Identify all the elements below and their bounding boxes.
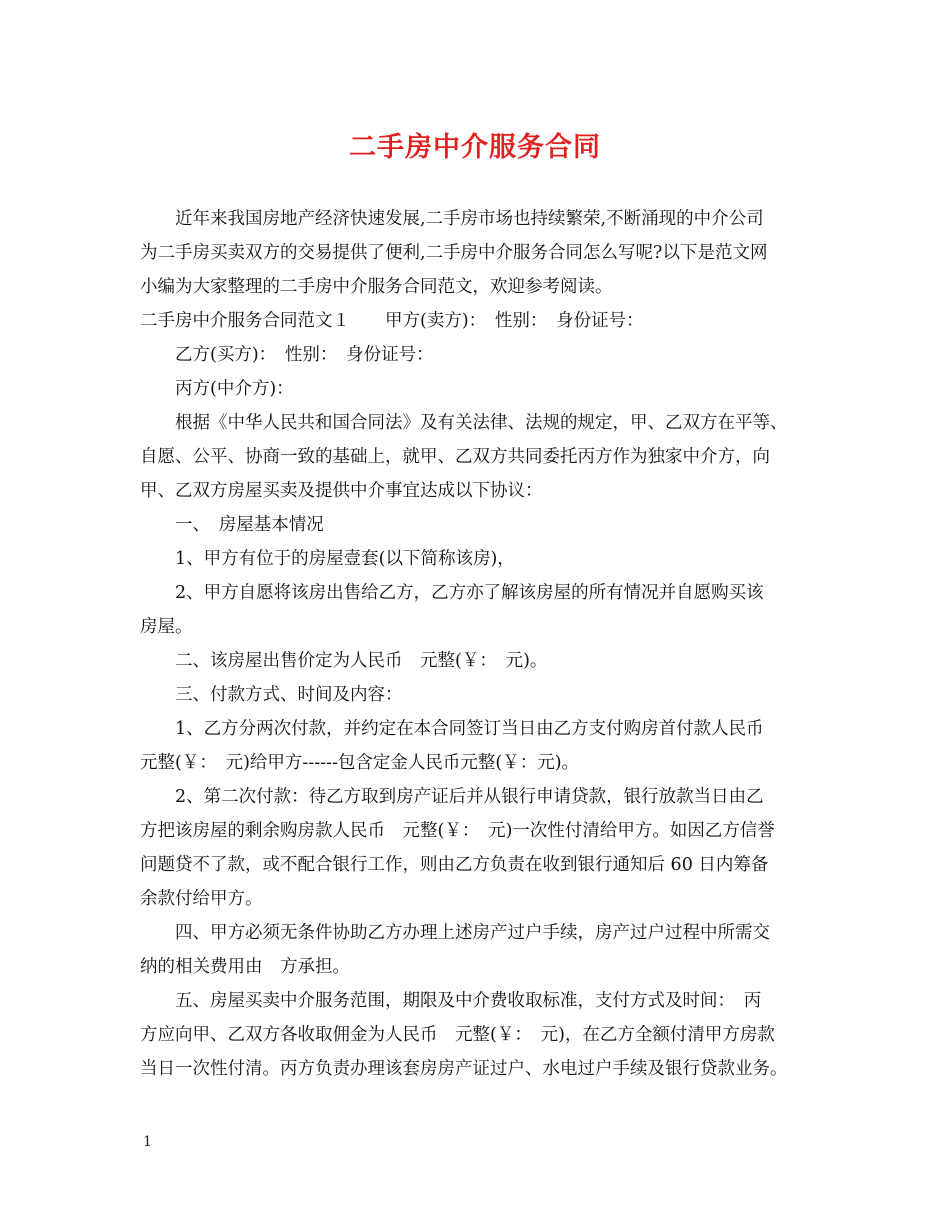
text-line: 自愿、公平、协商一致的基础上，就甲、乙双方共同委托丙方作为独家中介方，向 — [140, 447, 770, 467]
text-line: 小编为大家整理的二手房中介服务合同范文，欢迎参考阅读。 — [140, 277, 613, 297]
text-line: 元整(￥： 元)给甲方------包含定金人民币元整(￥：元)。 — [140, 753, 580, 773]
text-line: 丙方(中介方)： — [175, 379, 294, 399]
text-line: 方把该房屋的剩余购房款人民币 元整(￥： 元)一次性付清给甲方。如因乙方信誉 — [140, 821, 775, 841]
text-line: 2、第二次付款：待乙方取到房产证后并从银行申请贷款，银行放款当日由乙 — [175, 787, 764, 807]
text-line: 方应向甲、乙双方各收取佣金为人民币 元整(￥： 元)，在乙方全额付清甲方房款 — [140, 1025, 775, 1045]
text-line: 纳的相关费用由 方承担。 — [140, 957, 350, 977]
text-line: 当日一次性付清。丙方负责办理该套房房产证过户、水电过户手续及银行贷款业务。 — [140, 1059, 788, 1079]
document-title: 二手房中介服务合同 — [349, 132, 601, 163]
text-line: 二手房中介服务合同范文１ 甲方(卖方)： 性别： 身份证号： — [140, 311, 644, 331]
text-line: 为二手房买卖双方的交易提供了便利,二手房中介服务合同怎么写呢?以下是范文网 — [140, 243, 768, 263]
text-line: 五、房屋买卖中介服务范围，期限及中介费收取标准，支付方式及时间： 丙 — [175, 991, 762, 1011]
page-number: 1 — [143, 1134, 152, 1150]
text-line: 乙方(买方)： 性别： 身份证号： — [175, 345, 434, 365]
text-line: 甲、乙双方房屋买卖及提供中介事宜达成以下协议： — [140, 481, 543, 501]
text-line: 三、付款方式、时间及内容： — [175, 685, 403, 705]
text-line: 近年来我国房地产经济快速发展,二手房市场也持续繁荣,不断涌现的中介公司 — [175, 209, 764, 229]
text-line: 1、甲方有位于的房屋壹套(以下简称该房)， — [175, 549, 515, 569]
text-line: 一、 房屋基本情况 — [175, 515, 324, 535]
text-line: 房屋。 — [140, 617, 193, 637]
document-body — [140, 202, 830, 1086]
text-line: 问题贷不了款，或不配合银行工作，则由乙方负责在收到银行通知后 60 日内筹备 — [140, 855, 769, 875]
text-line: 1、乙方分两次付款，并约定在本合同签订当日由乙方支付购房首付款人民币 — [175, 719, 764, 739]
text-line: 四、甲方必须无条件协助乙方办理上述房产过户手续，房产过户过程中所需交 — [175, 923, 770, 943]
text-line: 2、甲方自愿将该房出售给乙方，乙方亦了解该房屋的所有情况并自愿购买该 — [175, 583, 764, 603]
text-line: 二、该房屋出售价定为人民币 元整(￥： 元)。 — [175, 651, 548, 671]
text-line: 根据《中华人民共和国合同法》及有关法律、法规的规定，甲、乙双方在平等、 — [175, 413, 788, 433]
text-line: 余款付给甲方。 — [140, 889, 263, 909]
